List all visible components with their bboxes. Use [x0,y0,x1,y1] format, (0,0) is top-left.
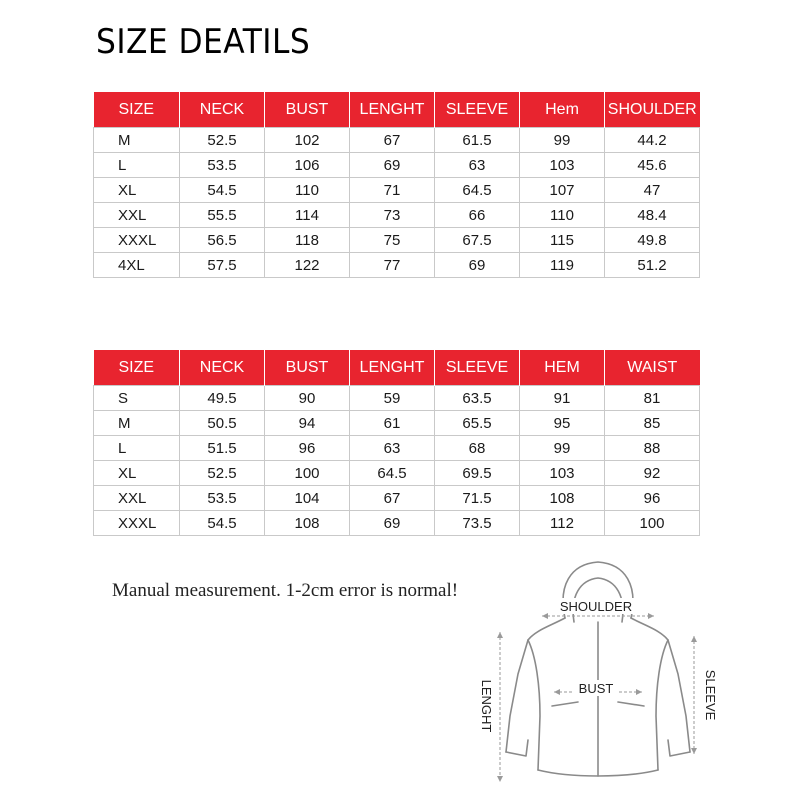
column-header: SIZE [94,92,180,128]
table-header-row [94,350,700,386]
column-header: Hem [520,92,605,128]
table-row [94,511,700,536]
table-cell: 96 [265,436,350,461]
table-cell: 49.8 [605,228,700,253]
table-cell: 50.5 [180,411,265,436]
column-header: NECK [180,92,265,128]
table-cell: 65.5 [435,411,520,436]
table-cell: 54.5 [180,178,265,203]
table-cell: 108 [520,486,605,511]
table-cell: 85 [605,411,700,436]
table-cell: 71 [350,178,435,203]
table-cell: 69.5 [435,461,520,486]
table-cell: 92 [605,461,700,486]
table-cell: 91 [520,386,605,411]
table-cell: 53.5 [180,153,265,178]
left-cuff [506,740,528,756]
table-cell: 64.5 [350,461,435,486]
table-cell: 71.5 [435,486,520,511]
size-table-1 [93,92,700,278]
table-row [94,253,700,278]
size-cell: L [94,436,180,461]
left-body-side [528,640,540,770]
table-row [94,436,700,461]
table-row [94,203,700,228]
table-row [94,411,700,436]
column-header: SLEEVE [435,350,520,386]
table-cell: 106 [265,153,350,178]
table-cell: 68 [435,436,520,461]
table-cell: 103 [520,153,605,178]
table-cell: 100 [265,461,350,486]
table-cell: 102 [265,128,350,153]
table-cell: 119 [520,253,605,278]
table-row [94,178,700,203]
size-cell: M [94,128,180,153]
table-header-row [94,92,700,128]
table-cell: 115 [520,228,605,253]
table-cell: 73 [350,203,435,228]
table-cell: 100 [605,511,700,536]
table-row [94,153,700,178]
size-cell: L [94,153,180,178]
table-cell: 66 [435,203,520,228]
table-cell: 103 [520,461,605,486]
table-cell: 99 [520,128,605,153]
table-cell: 53.5 [180,486,265,511]
table-cell: 118 [265,228,350,253]
table-cell: 49.5 [180,386,265,411]
right-sleeve-outer [631,618,690,752]
table-cell: 77 [350,253,435,278]
length-label: LENGHT [479,679,494,733]
table-cell: 96 [605,486,700,511]
column-header: NECK [180,350,265,386]
table-row [94,486,700,511]
table-cell: 73.5 [435,511,520,536]
table-row [94,386,700,411]
table-cell: 67 [350,486,435,511]
table-cell: 48.4 [605,203,700,228]
table-cell: 90 [265,386,350,411]
jacket-measurement-diagram [470,556,730,800]
table-cell: 64.5 [435,178,520,203]
table-cell: 69 [350,511,435,536]
table-cell: 114 [265,203,350,228]
table-cell: 69 [350,153,435,178]
size-cell: M [94,411,180,436]
table-cell: 61 [350,411,435,436]
column-header: SHOULDER [605,92,700,128]
size-cell: XXL [94,203,180,228]
table-row [94,228,700,253]
table-row [94,461,700,486]
table-cell: 94 [265,411,350,436]
column-header: BUST [265,92,350,128]
size-cell: XXXL [94,228,180,253]
table-cell: 122 [265,253,350,278]
size-cell: XL [94,178,180,203]
table-cell: 51.2 [605,253,700,278]
table-cell: 63 [350,436,435,461]
table-cell: 110 [265,178,350,203]
shoulder-label: SHOULDER [559,599,633,614]
column-header: HEM [520,350,605,386]
table-cell: 63.5 [435,386,520,411]
table-cell: 55.5 [180,203,265,228]
table-cell: 52.5 [180,128,265,153]
right-body-side [656,640,668,770]
size-cell: S [94,386,180,411]
table-cell: 56.5 [180,228,265,253]
table-cell: 67 [350,128,435,153]
table-row [94,128,700,153]
table-cell: 54.5 [180,511,265,536]
table-cell: 59 [350,386,435,411]
table-cell: 104 [265,486,350,511]
column-header: BUST [265,350,350,386]
table-cell: 47 [605,178,700,203]
column-header: LENGHT [350,350,435,386]
table-cell: 99 [520,436,605,461]
column-header: SIZE [94,350,180,386]
size-cell: XXXL [94,511,180,536]
size-cell: 4XL [94,253,180,278]
table-cell: 81 [605,386,700,411]
table-cell: 108 [265,511,350,536]
table-cell: 95 [520,411,605,436]
right-cuff [668,740,690,756]
left-sleeve-outer [506,618,565,752]
table-cell: 44.2 [605,128,700,153]
right-pocket [618,702,644,706]
left-pocket [552,702,578,706]
table-cell: 112 [520,511,605,536]
table-cell: 45.6 [605,153,700,178]
table-cell: 110 [520,203,605,228]
jacket-illustration [470,556,730,800]
table-cell: 57.5 [180,253,265,278]
measurement-note: Manual measurement. 1-2cm error is normal! [112,580,459,601]
size-cell: XL [94,461,180,486]
table-cell: 61.5 [435,128,520,153]
table-cell: 52.5 [180,461,265,486]
table-cell: 69 [435,253,520,278]
page-title: SIZE DEATILS [96,22,311,62]
table-cell: 51.5 [180,436,265,461]
column-header: SLEEVE [435,92,520,128]
table-cell: 88 [605,436,700,461]
sleeve-label: SLEEVE [703,669,718,721]
size-table-2 [93,350,700,536]
column-header: WAIST [605,350,700,386]
column-header: LENGHT [350,92,435,128]
table-cell: 75 [350,228,435,253]
bust-label: BUST [578,681,614,696]
size-cell: XXL [94,486,180,511]
table-cell: 67.5 [435,228,520,253]
table-cell: 107 [520,178,605,203]
table-cell: 63 [435,153,520,178]
